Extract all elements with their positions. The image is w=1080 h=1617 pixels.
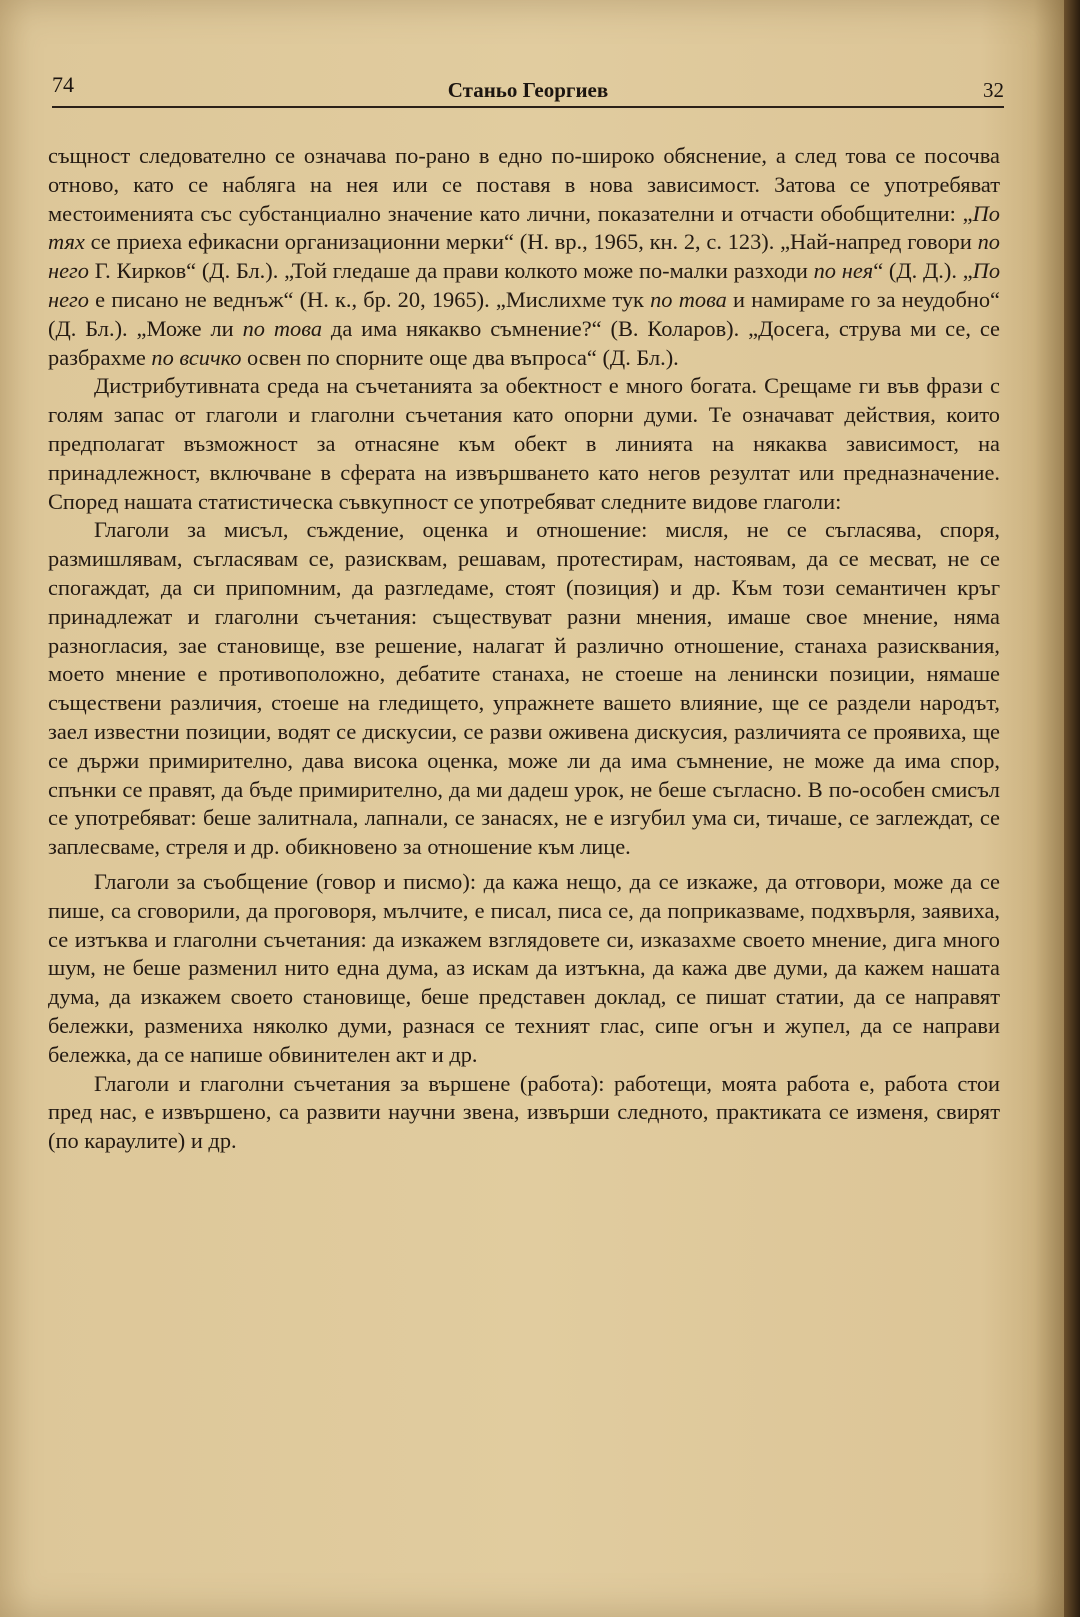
paragraph bbox=[48, 868, 1000, 1070]
paragraph bbox=[48, 142, 1000, 372]
section-number: 32 bbox=[983, 78, 1004, 102]
italic-phrase: По него bbox=[48, 258, 1001, 312]
running-title: Станьо Георгиев bbox=[447, 78, 609, 102]
italic-phrase: по нея bbox=[813, 258, 874, 284]
text-run: да има някакво съмнение?“ (В. Коларов). „Досега, струва ми се, се разбрахме bbox=[48, 315, 1000, 370]
body-text bbox=[48, 142, 1000, 1156]
page-number: 74 bbox=[52, 72, 74, 97]
italic-phrase: по него bbox=[48, 229, 1000, 284]
text-run: е писано не веднъж“ (Н. к., бр. 20, 1965). „Мислихме тук bbox=[88, 286, 651, 312]
book-spine-edge bbox=[1064, 0, 1080, 1617]
page-header bbox=[52, 70, 1004, 106]
text-run: и намираме го за неудобно“ (Д. Бл.). „Може ли bbox=[48, 286, 1000, 341]
text-run: Глаголи за съобщение (говор и писмо): да кажа нещо, да се изкаже, да отговори, може да се пише, са сговорили, да проговоря, мълчите, е писал, писа се, да поприказваме, подхвърля, заявиха, се изтъква и глаголни съчетания: да изкажем взглядовете си, изказахме своето мнение, дига много шум, не беше разменил нито една дума, аз искам да изтъкна, да кажа две думи, да кажем нашата дума, да изкажем своето становище, беше представен доклад, се пишат статии, да се направят бележки, размениха няколко думи, разнася се техният глас, сипе огън и жупел, да се направи бележка, да се напише обвинителен акт и др. bbox=[48, 868, 1000, 1067]
text-run: се приеха ефикасни организационни мерки“ (Н. вр., 1965, кн. 2, с. 123). „Най-напред говори bbox=[84, 229, 978, 255]
text-run: Глаголи и глаголни съчетания за вършене (работа): работещи, моята работа е, работа стои пред нас, е извършено, са развити научни звена, извърши следното, практиката се изменя, свирят (по караулите) и др. bbox=[48, 1070, 1000, 1154]
italic-phrase: по това bbox=[650, 286, 727, 312]
header-rule bbox=[52, 106, 1004, 108]
paragraph bbox=[48, 516, 1000, 862]
text-run: освен по спорните още два въпроса“ (Д. Бл.). bbox=[241, 344, 679, 370]
italic-phrase: по това bbox=[242, 315, 323, 341]
italic-phrase: по всичко bbox=[151, 344, 242, 370]
paragraph bbox=[48, 1070, 1000, 1156]
italic-phrase: По тях bbox=[48, 200, 1000, 255]
text-run: Дистрибутивната среда на съчетанията за обектност е много богата. Срещаме ги във фрази с голям запас от глаголи и глаголни съчетания като опорни думи. Те означават действия, които предполагат възможност за отнасяне към обект в линията на някаква зависимост, на принадлежност, включване в сферата на извършването като негов резултат или предназначение. Според нашата статистическа съвкупност се употребяват следните видове глаголи: bbox=[48, 373, 1000, 514]
text-run: същност следователно се означава по-рано в едно по-широко обяснение, а след това се посочва отново, като се набляга на нея или се поставя в нова зависимост. Затова се употребяват местоименията със субстанциално значение като лични, показателни и отчасти обобщителни: „ bbox=[48, 143, 1000, 226]
text-run: Г. Кирков“ (Д. Бл.). „Той гледаше да прави колкото може по-малки разходи bbox=[88, 258, 814, 284]
text-run: “ (Д. Д.). „ bbox=[873, 258, 973, 284]
text-run: Глаголи за мисъл, съждение, оценка и отношение: мисля, не се съгласява, споря, размишлявам, съгласявам се, разисквам, решавам, протестирам, настоявам, да се месват, не се спогаждат, да си припомним, да разгледаме, стоят (позиция) и др. Към този семантичен кръг принадлежат и глаголни съчетания: съществуват разни мнения, имаше свое мнение, няма разногласия, зае становище, взе решение, налагат й различно отношение, станаха разисквания, моето мнение е противоположно, дебатите станаха, не стоеше на ленински позиции, нямаше съществени различия, стоеше на гледището, упражнете вашето влияние, ще се раздели народът, заел известни позиции, водят се дискусии, се разви оживена дискусия, различията се проявиха, ще се държи примирително, дава висока оценка, може ли да има съмнение, не може да има спор, спънки се правят, да бъде примирително, да ми дадеш урок, не беше съгласно. В по-особен смисъл се употребяват: беше залитнала, лапнали, се занасях, не е изгубил ума си, тичаше, се заглеждат, се заплесваме, стреля и др. обикновено за отношение към лице. bbox=[48, 517, 1000, 860]
paragraph bbox=[48, 372, 1000, 516]
